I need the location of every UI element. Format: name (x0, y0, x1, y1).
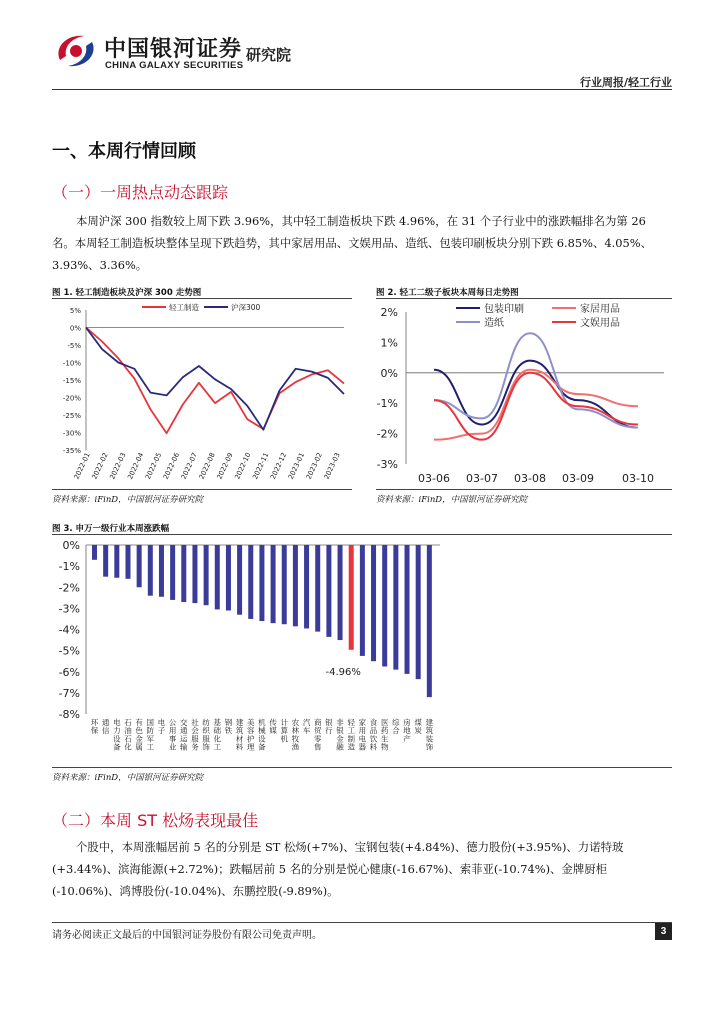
x-tick-label: 2022-02 (90, 451, 110, 481)
bar (92, 545, 97, 560)
x-tick-char: 石 (124, 718, 132, 727)
x-tick-label: 2022-05 (143, 451, 164, 481)
x-tick-char: 林 (291, 726, 300, 736)
x-tick-char: 会 (191, 726, 199, 736)
x-tick-char: 器 (358, 742, 367, 752)
x-tick-char: 牧 (291, 734, 300, 744)
subsection-heading-2: （二）本周 ST 松炀表现最佳 (52, 811, 259, 830)
footer-divider (52, 922, 672, 923)
x-tick-char: 业 (168, 742, 177, 752)
x-tick-char: 子 (157, 726, 166, 736)
x-tick-char: 化 (124, 742, 132, 752)
figure-3-bottom-rule (52, 767, 672, 768)
x-tick-char: 国 (146, 718, 155, 727)
bar (360, 545, 365, 656)
x-tick-char: 品 (369, 726, 378, 736)
x-tick-char: 饮 (369, 734, 378, 744)
x-tick-char: 织 (202, 726, 210, 736)
x-tick-char: 备 (258, 742, 266, 752)
y-tick-label: -1% (376, 397, 398, 411)
x-tick-char: 属 (135, 742, 143, 752)
x-tick-label: 03-10 (622, 472, 654, 485)
figure-1-chart (52, 300, 352, 488)
x-tick-char: 机 (280, 734, 288, 744)
figure-1-source: 资料来源：iFinD，中国银河证券研究院 (52, 495, 204, 505)
legend-label: 造纸 (484, 318, 504, 329)
y-tick-label: 2% (380, 306, 398, 319)
x-tick-char: 饰 (202, 742, 210, 752)
figure-1-title: 图 1. 轻工制造板块及沪深 300 走势图 (52, 288, 202, 298)
bar (315, 545, 320, 632)
x-tick-char: 建 (235, 718, 244, 727)
bar (393, 545, 398, 670)
x-tick-char: 地 (403, 726, 411, 736)
y-tick-label: -7% (58, 686, 80, 700)
figure-3-top-rule (52, 534, 672, 535)
figure-2-bottom-rule (376, 489, 672, 490)
figure-3-source: 资料来源：iFinD，中国银河证券研究院 (52, 773, 204, 783)
bar (181, 545, 186, 602)
x-tick-char: 金 (135, 734, 143, 744)
x-tick-label: 2022-11 (251, 451, 271, 481)
bar (137, 545, 142, 587)
figure-1-top-rule (52, 298, 352, 299)
y-tick-label: -3% (58, 602, 80, 616)
bar (427, 545, 432, 697)
x-tick-char: 工 (146, 742, 155, 752)
x-tick-char: 公 (168, 718, 177, 727)
x-tick-char: 机 (258, 718, 266, 727)
bar (326, 545, 331, 637)
x-tick-char: 电 (358, 734, 367, 744)
x-tick-char: 合 (392, 726, 400, 736)
x-tick-char: 物 (380, 742, 389, 752)
x-tick-char: 建 (425, 718, 434, 727)
x-tick-char: 炭 (414, 726, 422, 736)
x-tick-char: 售 (313, 742, 322, 752)
paragraph-2: 个股中，本周涨幅居前 5 名的分别是 ST 松炀(+7%)、宝钢包装(+4.84%)、德力股份(+3.95%)、力诺特玻(+3.44%)、滨海能源(+2.72%)；跌幅居前 5 名的分别是悦心健康(-16.67%)、索菲亚(-10.74%)、金牌厨柜(-10.06%)、鸿博股份(-10.04%)、东鹏控股(-9.89%)。 (52, 840, 624, 898)
x-tick-char: 钢 (224, 718, 233, 727)
figure-2-top-rule (376, 298, 672, 299)
bar (382, 545, 387, 666)
x-tick-label: 03-06 (418, 472, 450, 485)
x-tick-char: 融 (336, 742, 344, 752)
page-number: 3 (655, 923, 672, 940)
x-tick-char: 商 (313, 718, 322, 727)
y-tick-label: -15% (62, 377, 81, 385)
y-tick-label: -3% (376, 458, 398, 471)
x-tick-char: 美 (247, 718, 255, 727)
y-tick-label: 0% (69, 324, 81, 333)
x-tick-char: 力 (113, 726, 121, 736)
x-tick-char: 轻 (347, 718, 355, 727)
bar (226, 545, 231, 610)
x-tick-char: 有 (135, 718, 143, 727)
x-tick-label: 2022-03 (108, 451, 128, 481)
bar (271, 545, 276, 623)
y-tick-label: -2% (376, 427, 398, 441)
x-tick-char: 护 (247, 734, 255, 744)
x-tick-char: 设 (258, 734, 266, 744)
figure-1-bottom-rule (52, 489, 352, 490)
x-tick-char: 煤 (414, 718, 422, 727)
x-tick-label: 2023-03 (322, 451, 342, 481)
x-tick-char: 防 (146, 726, 155, 736)
legend-label: 文娱用品 (580, 318, 620, 329)
x-tick-label: 03-08 (514, 472, 546, 485)
x-tick-char: 制 (347, 734, 355, 744)
y-tick-label: -30% (62, 429, 81, 438)
x-tick-char: 银 (325, 718, 333, 727)
x-tick-char: 家 (358, 718, 367, 727)
y-tick-label: -4% (58, 623, 80, 637)
x-tick-label: 2022-07 (179, 451, 199, 481)
x-tick-char: 服 (202, 734, 210, 744)
x-tick-char: 设 (113, 734, 121, 744)
report-type: 行业周报/轻工行业 (579, 76, 672, 89)
bar (103, 545, 108, 577)
x-tick-char: 输 (180, 742, 188, 752)
x-tick-char: 工 (213, 742, 222, 752)
x-tick-label: 2022-12 (268, 451, 289, 481)
x-tick-label: 03-07 (466, 472, 498, 485)
figure-2-chart (376, 300, 672, 488)
y-tick-label: 1% (380, 336, 398, 350)
x-tick-char: 房 (403, 718, 411, 727)
x-tick-char: 渔 (291, 742, 300, 752)
x-tick-char: 工 (347, 726, 355, 736)
x-tick-char: 色 (135, 726, 143, 736)
y-tick-label: -5% (67, 342, 81, 350)
x-tick-char: 筑 (425, 726, 434, 736)
x-tick-char: 产 (403, 734, 411, 744)
y-tick-label: -35% (62, 447, 81, 455)
bar (125, 545, 130, 579)
x-tick-char: 通 (180, 726, 188, 736)
x-tick-char: 金 (336, 734, 344, 744)
x-tick-char: 料 (369, 742, 378, 752)
x-tick-char: 用 (358, 726, 367, 736)
figure-2-title: 图 2. 轻工二级子板块本周每日走势图 (376, 288, 519, 298)
x-tick-char: 服 (191, 734, 199, 744)
series-line (434, 373, 638, 440)
legend-label: 包装印刷 (484, 304, 524, 315)
x-tick-char: 交 (180, 718, 188, 727)
y-tick-label: -8% (58, 708, 80, 721)
x-tick-char: 务 (191, 742, 199, 752)
x-tick-char: 环 (90, 718, 99, 727)
section-heading: 一、本周行情回顾 (52, 141, 196, 162)
x-tick-char: 造 (347, 742, 355, 752)
x-tick-char: 石 (124, 734, 132, 744)
x-tick-char: 容 (247, 726, 255, 736)
x-tick-char: 银 (336, 726, 344, 736)
bar (170, 545, 175, 600)
bar (215, 545, 220, 609)
paragraph-1: 本周沪深 300 指数较上周下跌 3.96%，其中轻工制造板块下跌 4.96%，在 31 个子行业中的涨跌幅排名为第 26 名。本周轻工制造板块整体呈现下跌趋势，其中家居用品、文娱用品、造纸、包装印刷板块分别下跌 6.85%、4.05%、3.93%、3.36%。 (52, 214, 652, 272)
x-tick-char: 电 (157, 718, 166, 727)
bar (148, 545, 153, 596)
x-tick-label: 2022-08 (197, 451, 217, 481)
x-tick-label: 2022-01 (72, 451, 92, 481)
bar (237, 545, 242, 615)
subsection-heading-1: （一）一周热点动态跟踪 (52, 183, 229, 202)
x-tick-char: 信 (101, 726, 110, 736)
x-tick-char: 运 (180, 734, 188, 744)
x-tick-char: 电 (113, 718, 121, 727)
y-tick-label: -6% (58, 665, 80, 679)
x-tick-char: 通 (101, 718, 110, 727)
y-tick-label: 0% (62, 539, 80, 552)
figure-3-chart (52, 536, 672, 766)
bar (405, 545, 410, 674)
x-tick-char: 备 (113, 742, 121, 752)
x-tick-char: 医 (380, 718, 389, 727)
logo-english: CHINA GALAXY SECURITIES (105, 60, 244, 71)
legend-label: 轻工制造 (169, 303, 199, 312)
bar (338, 545, 343, 640)
header-divider (52, 89, 672, 90)
x-tick-label: 2022-09 (215, 451, 235, 481)
x-tick-label: 2022-10 (233, 451, 253, 481)
x-tick-char: 械 (258, 726, 266, 736)
y-tick-label: -20% (62, 394, 81, 403)
x-tick-char: 算 (280, 726, 288, 736)
y-tick-label: 0% (380, 366, 398, 380)
x-tick-char: 社 (191, 718, 199, 727)
x-tick-char: 料 (235, 742, 244, 752)
x-tick-char: 事 (168, 734, 177, 744)
bar (204, 545, 209, 605)
x-tick-char: 装 (425, 734, 434, 744)
logo-icon (52, 30, 100, 72)
logo-chinese: 中国银河证券 (104, 37, 243, 62)
x-tick-char: 用 (168, 726, 177, 736)
x-tick-char: 保 (90, 726, 99, 736)
y-tick-label: -5% (58, 644, 80, 658)
y-tick-label: -1% (58, 560, 80, 574)
x-tick-char: 筑 (235, 726, 244, 736)
x-tick-label: 03-09 (562, 472, 594, 485)
x-tick-char: 基 (213, 718, 222, 727)
x-tick-char: 材 (235, 734, 244, 744)
bar-annotation: -4.96% (325, 666, 361, 678)
y-tick-label: 5% (69, 307, 81, 315)
x-tick-char: 计 (280, 718, 288, 727)
x-tick-label: 2023-02 (304, 451, 324, 481)
x-tick-label: 2022-04 (126, 451, 146, 481)
bar (371, 545, 376, 661)
bar (259, 545, 264, 621)
x-tick-char: 汽 (302, 718, 311, 727)
x-tick-char: 行 (325, 726, 333, 736)
bar (416, 545, 421, 679)
x-tick-char: 食 (369, 718, 378, 727)
x-tick-char: 农 (291, 718, 300, 727)
x-tick-char: 军 (146, 734, 155, 744)
bar (192, 545, 197, 603)
bar (293, 545, 298, 626)
x-tick-char: 综 (392, 718, 400, 727)
bar (349, 545, 354, 650)
series-line (86, 328, 344, 430)
x-tick-char: 媒 (269, 726, 277, 736)
x-tick-char: 药 (380, 726, 389, 736)
institute-label: 研究院 (246, 46, 292, 64)
figure-3-title: 图 3. 申万一级行业本周涨跌幅 (52, 524, 170, 534)
x-tick-char: 贸 (313, 726, 322, 736)
x-tick-char: 生 (380, 734, 389, 744)
y-tick-label: -10% (62, 359, 81, 368)
x-tick-char: 饰 (425, 742, 434, 752)
bar (114, 545, 119, 578)
x-tick-char: 非 (336, 718, 344, 727)
footer-disclaimer: 请务必阅读正文最后的中国银河证券股份有限公司免责声明。 (52, 930, 322, 941)
figure-2-source: 资料来源：iFinD，中国银河证券研究院 (376, 495, 528, 505)
x-tick-label: 2023-01 (286, 451, 307, 481)
x-tick-char: 础 (213, 726, 222, 736)
bar (304, 545, 309, 628)
bar (282, 545, 287, 624)
x-tick-char: 化 (213, 734, 222, 744)
y-tick-label: -25% (62, 412, 81, 420)
x-tick-char: 铁 (224, 726, 233, 736)
x-tick-label: 2022-06 (161, 451, 182, 481)
bar (248, 545, 253, 619)
x-tick-char: 传 (269, 718, 277, 727)
x-tick-char: 车 (302, 726, 311, 736)
x-tick-char: 零 (313, 734, 322, 744)
legend-label: 家居用品 (580, 304, 620, 315)
x-tick-char: 油 (124, 726, 132, 736)
y-tick-label: -2% (58, 581, 80, 595)
x-tick-char: 理 (247, 742, 255, 752)
x-tick-char: 纺 (202, 718, 210, 727)
bar (159, 545, 164, 597)
legend-label: 沪深300 (231, 303, 261, 312)
